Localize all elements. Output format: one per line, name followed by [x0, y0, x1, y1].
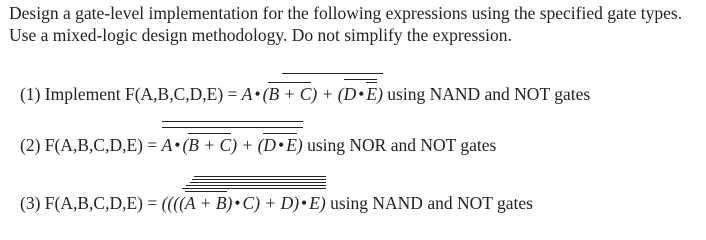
intro-line-2: Use a mixed-logic design methodology. Do not simplify the expression. — [9, 25, 512, 45]
expression-3-suffix: using NAND and NOT gates — [325, 193, 533, 213]
expression-3 — [20, 193, 533, 214]
expression-3-prefix: (3) F(A,B,C,D,E) = — [20, 193, 162, 213]
expression-1 — [20, 84, 590, 105]
expression-2-suffix: using NOR and NOT gates — [302, 135, 497, 155]
expression-2 — [20, 135, 496, 156]
intro-line-1: Design a gate-level implementation for the following expressions using the specified gate types. — [9, 3, 683, 23]
expression-1-formula: A • ( B + C) + ( D • E) — [242, 84, 383, 105]
expression-2-formula: A • ( B + C) + ( D • E) — [162, 135, 303, 156]
expression-1-suffix: using NAND and NOT gates — [382, 84, 591, 104]
expression-1-prefix: (1) Implement F(A,B,C,D,E) = — [20, 84, 242, 104]
expression-2-prefix: (2) F(A,B,C,D,E) = — [20, 135, 162, 155]
expression-3-formula: (((( A + B) • C) + D) • E) — [162, 193, 326, 214]
